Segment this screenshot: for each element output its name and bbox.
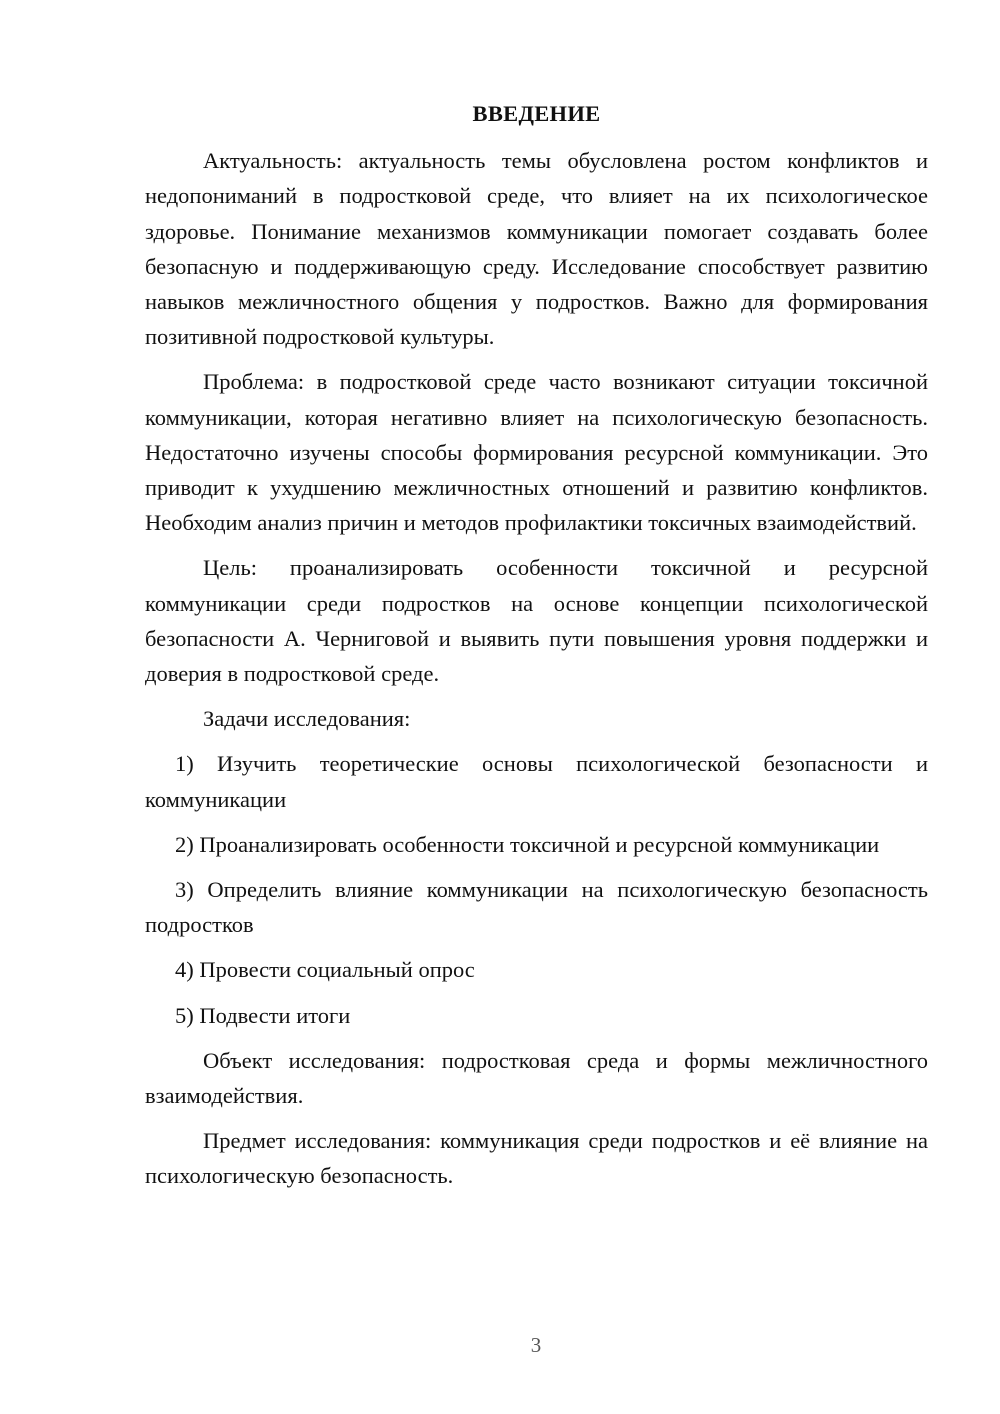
task-item: 4) Провести социальный опрос [175,957,475,983]
tasks-list [145,746,928,1032]
document-page [145,96,928,1204]
task-item: 5) Подвести итоги [175,1002,351,1028]
object-paragraph: Объект исследования: подростковая среда и формы межличностного взаимодействия. [145,1047,928,1109]
subject-paragraph: Предмет исследования: коммуникация среди подростков и её влияние на психологическую безопасность. [145,1128,928,1189]
problem-paragraph: Проблема: в подростковой среде часто возникают ситуации токсичной коммуникации, которая негативно влияет на психологическую безопасность. Недостаточно изучены способы формирования ресурсной коммуникации. Это приводит к ухудшению межличностных отношений и развитию конфликтов. Необходим анализ причин и методов профилактики токсичных взаимодействий. [145,369,928,536]
page-title: ВВЕДЕНИЕ [472,101,601,126]
relevance-paragraph: Актуальность: актуальность темы обусловлена ростом конфликтов и недопониманий в подростковой среде, что влияет на их психологическое здоровье. Понимание механизмов коммуникации помогает создавать более безопасную и поддерживающую среду. Исследование способствует развитию навыков межличностного общения у подростков. Важно для формирования позитивной подростковой культуры. [145,148,928,350]
page-number: 3 [530,1333,542,1357]
task-item: 3) Определить влияние коммуникации на психологическую безопасность подростков [145,877,928,938]
goal-paragraph: Цель: проанализировать особенности токсичной и ресурсной коммуникации среди подростков на основе концепции психологической безопасности А. Черниговой и выявить пути повышения уровня поддержки и доверия в подростковой среде. [145,555,928,687]
task-item: 2) Проанализировать особенности токсичной и ресурсной коммуникации [175,831,880,857]
task-item: 1) Изучить теоретические основы психологической безопасности и коммуникации [145,751,928,812]
tasks-heading: Задачи исследования: [203,706,411,732]
